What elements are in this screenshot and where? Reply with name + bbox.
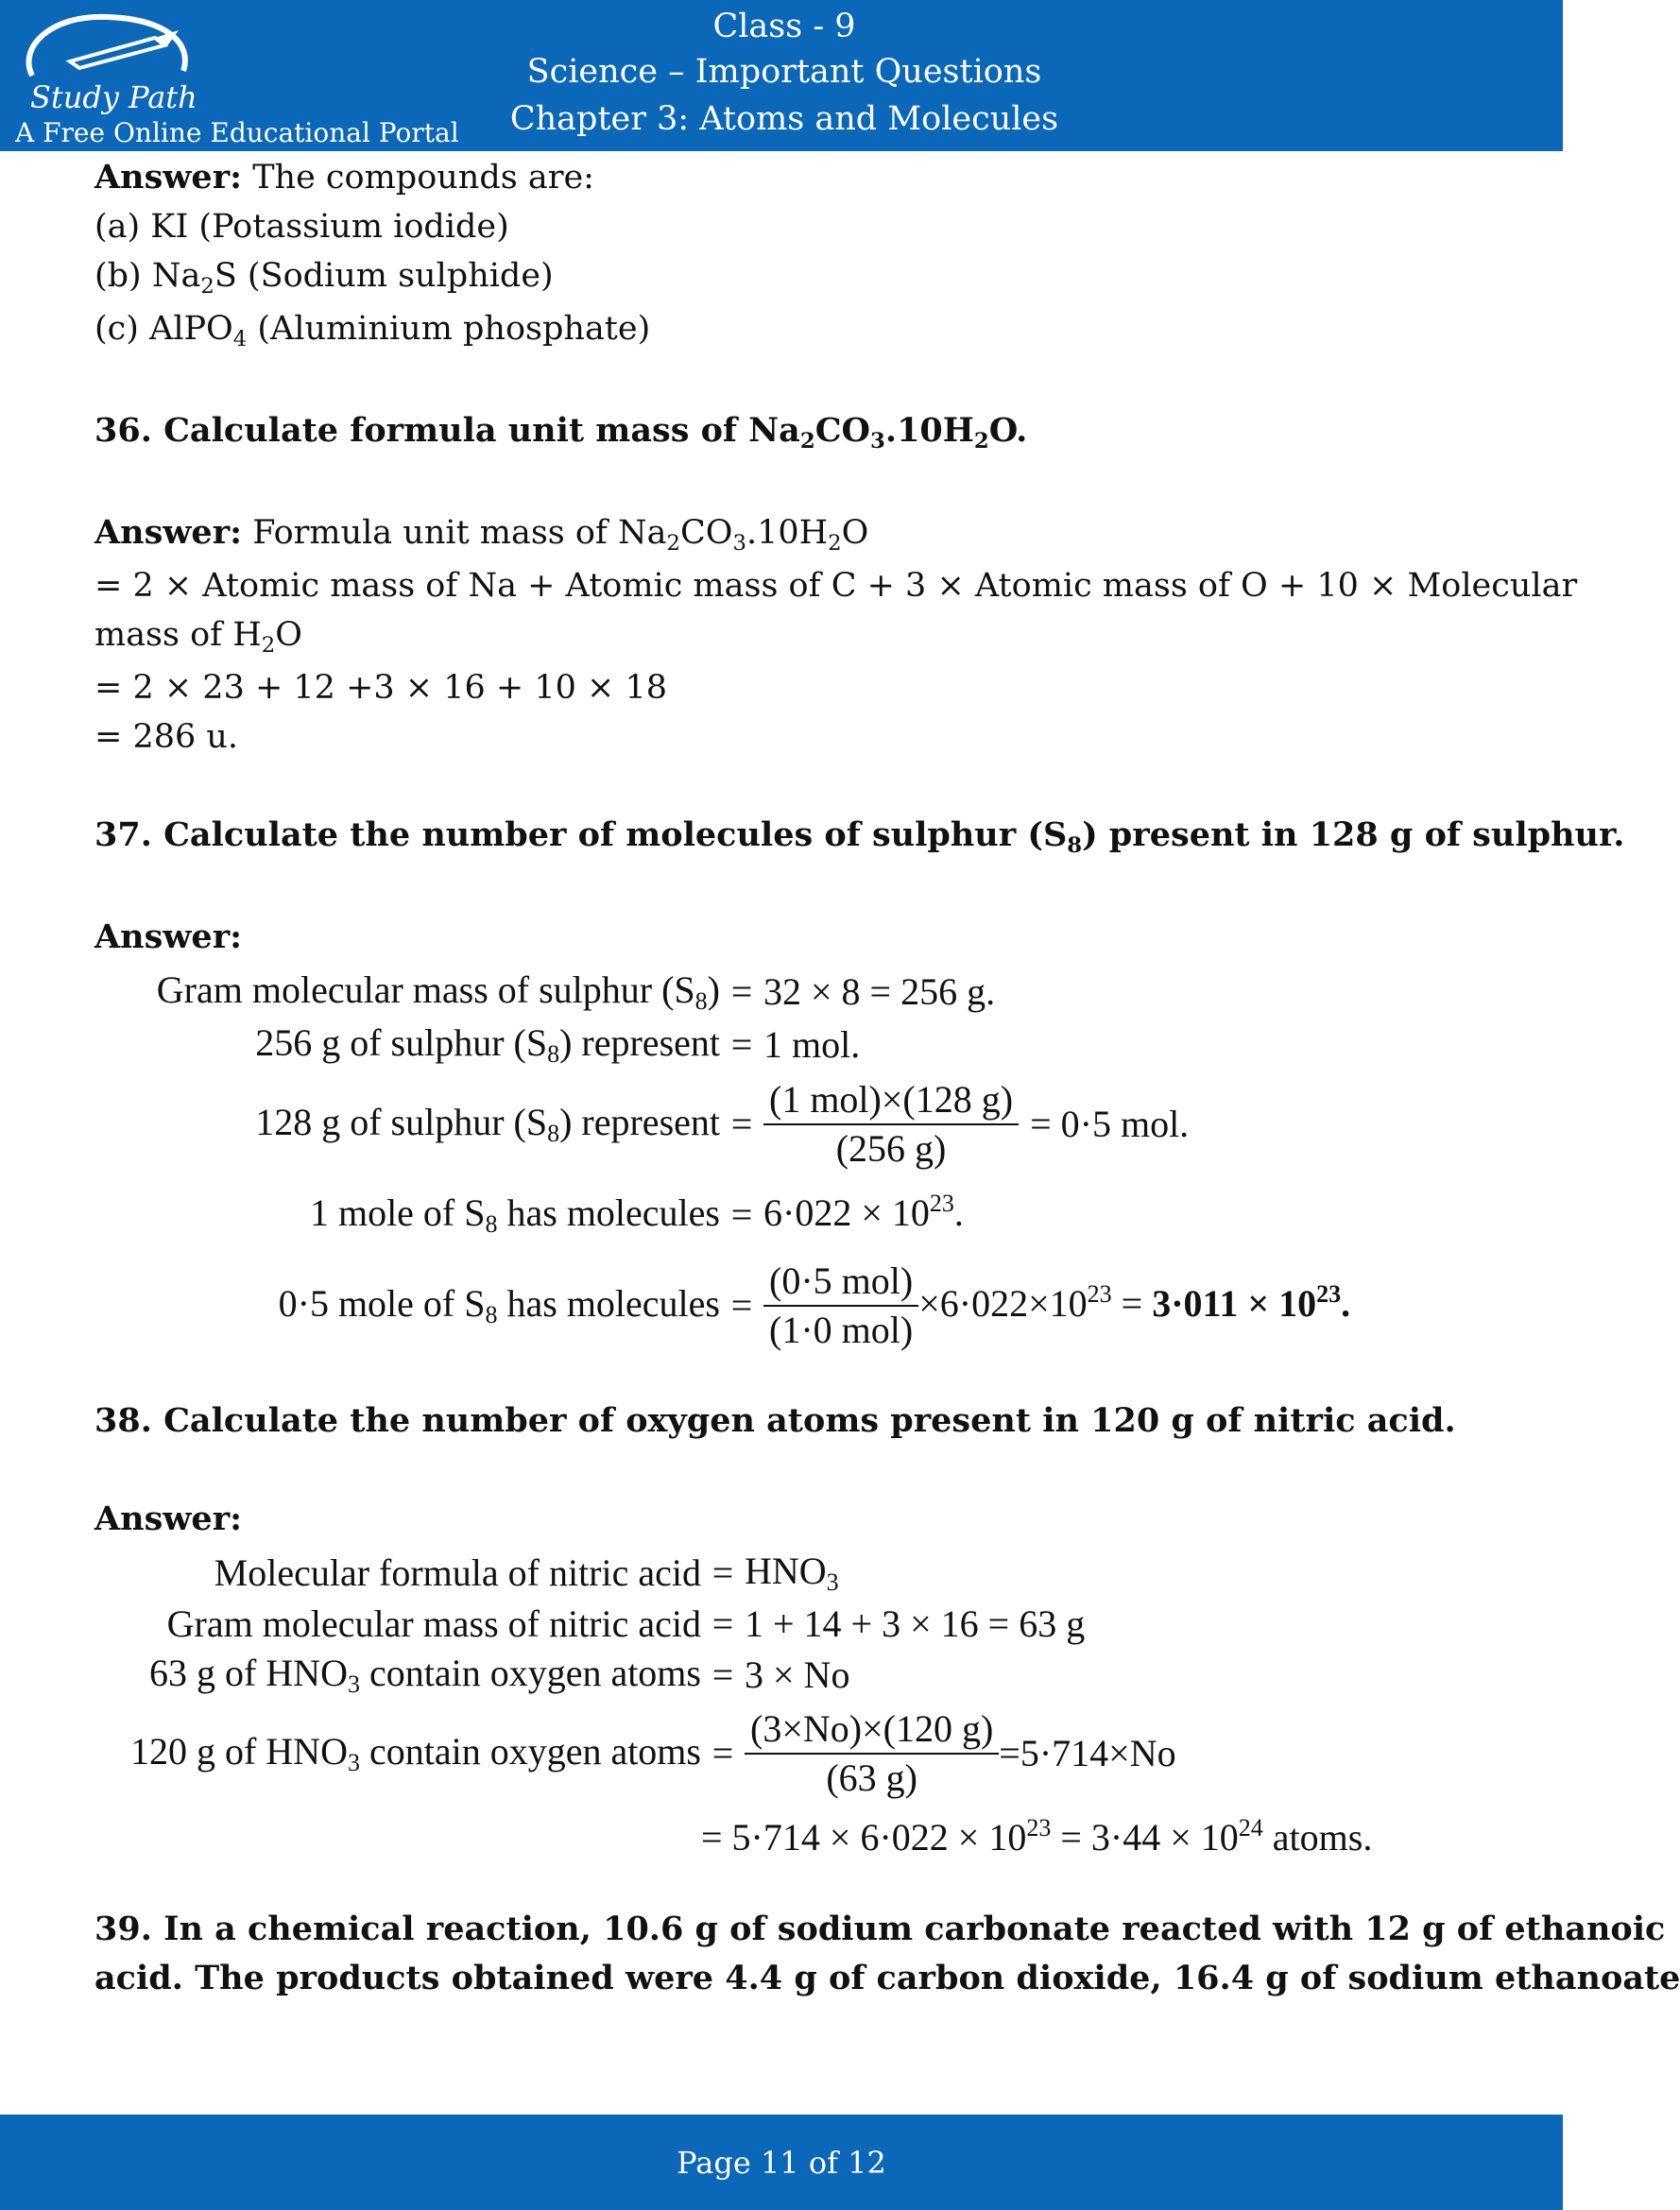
math-row: Gram molecular mass of sulphur $(S_8)$ = 32 × 8 = 256 g.: [156, 968, 996, 1016]
page-footer: [0, 2115, 1563, 2210]
answer-38-label: Answer:: [94, 1499, 243, 1538]
question-39-line1: 39. In a chemical reaction, 10.6 g of sodium carbonate reacted with 12 g of ethanoic: [94, 1910, 1666, 1948]
question-36: 36. Calculate formula unit mass of $Na_2CO_3.10H_2O$.: [94, 411, 1028, 454]
header-subject: Science – Important Questions: [526, 53, 1042, 91]
fraction: $\frac{(3\times No)\times(120 g)}{(63 g)}$: [745, 1705, 999, 1802]
question-37: 37. Calculate the number of molecules of sulphur $(S_8)$ present in 128 g of sulphur.: [94, 815, 1625, 858]
math-row: Molecular formula of nitric acid = $HNO_3$: [214, 1549, 839, 1597]
page-number: Page 11 of 12: [677, 2145, 886, 2181]
math-row: 120 g of $HNO_3$ contain oxygen atoms = $\frac{(3\times No)\times(120 g)}{(63 g)}$ =5·714×No: [94, 1701, 1474, 1807]
math-row: 1 mole of $S_8$ has molecules = $6\cdot 022 \times 10^{23}$.: [309, 1190, 964, 1239]
answer-37-label: Answer:: [94, 917, 243, 956]
prev-answer-c: (c) AlPO$_4$ (Aluminium phosphate): [94, 310, 651, 351]
header-chapter: Chapter 3: Atoms and Molecules: [509, 100, 1059, 138]
math-row: Gram molecular mass of nitric acid = 1 + 14 + 3 × 16 = 63 g: [166, 1602, 1086, 1645]
answer-36-line2: = 2 × Atomic mass of Na + Atomic mass of C + 3 × Atomic mass of O + 10 × Molecular: [94, 567, 1578, 605]
header-class: Class - 9: [712, 8, 856, 45]
math-row: 0·5 mole of $S_8$ has molecules = $\frac{\text{(0·5 mol)}}{\text{(1·0 mol)}}$ $\times 6\cdot 022\times 10^{23} = 3\cdot 011 \times 10^{23}$.: [94, 1253, 1474, 1359]
answer-36-line3: mass of $H_2O$: [94, 616, 302, 658]
page-header: [0, 0, 1563, 151]
answer-36-line5: = 286 u.: [94, 718, 239, 756]
math-row: 256 g of sulphur $(S_8)$ represent = 1 mol.: [255, 1020, 861, 1069]
answer-38-math: [94, 1548, 1474, 1873]
question-39-line2: acid. The products obtained were 4.4 g of carbon dioxide, 16.4 g of sodium ethanoate: [94, 1959, 1680, 1997]
answer-36-line4: = 2 × 23 + 12 +3 × 16 + 10 × 18: [94, 669, 668, 707]
math-row: 128 g of sulphur $(S_8)$ represent = $\frac{\text{(1 mol)×(128 g)}}{(256 g)}$ = 0·5 mol.: [94, 1071, 1474, 1177]
prev-answer-a: (a) KI (Potassium iodide): [94, 208, 509, 246]
math-row: 63 g of $HNO_3$ contain oxygen atoms = 3 × No: [148, 1651, 850, 1699]
answer-36-line1: Answer: Formula unit mass of $Na_2CO_3.10H_2O$: [94, 513, 869, 556]
study-path-logo: [13, 9, 202, 115]
page-content: [94, 153, 1680, 2003]
fraction: $\frac{\text{(1 mol)×(128 g)}}{(256 g)}$: [763, 1076, 1019, 1173]
fraction: $\frac{\text{(0·5 mol)}}{\text{(1·0 mol)}}$: [763, 1258, 918, 1354]
math-row: = $5\cdot 714 \times 6\cdot 022 \times 10^{23} = 3\cdot 44 \times 10^{24}$ atoms.: [701, 1814, 1373, 1859]
answer-37-math: [94, 966, 1474, 1359]
prev-answer-b: (b) $Na_2S$ (Sodium sulphide): [94, 257, 554, 299]
portal-tagline: A Free Online Educational Portal: [15, 117, 459, 148]
question-38: 38. Calculate the number of oxygen atoms present in 120 g of nitric acid.: [94, 1401, 1456, 1440]
logo-text: Study Path: [30, 79, 197, 115]
answer-37-result: $3\cdot 011 \times 10^{23}$.: [1152, 1280, 1351, 1325]
prev-answer-intro: Answer: The compounds are:: [94, 158, 594, 197]
